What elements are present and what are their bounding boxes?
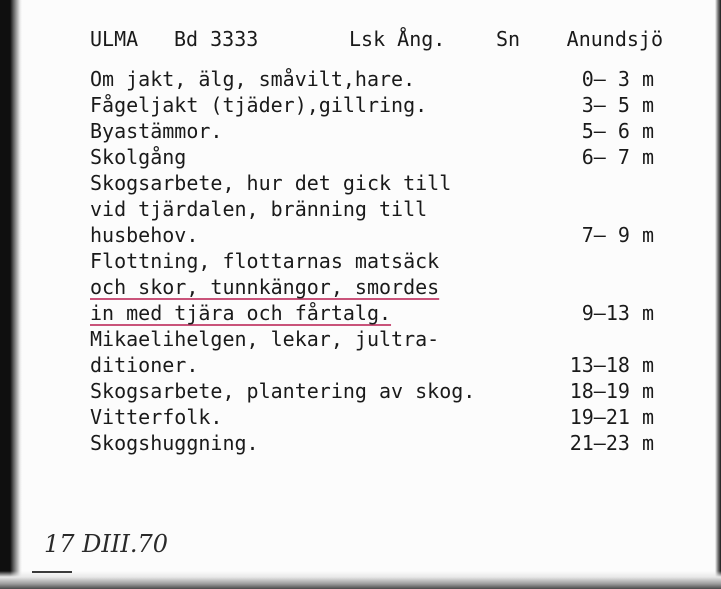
entry-text: Skogshuggning. <box>90 431 259 455</box>
entry-pages: 19–21 m <box>569 405 654 429</box>
record-code: Bd 3333 <box>174 27 259 51</box>
entry-pages: 5– 6 m <box>581 119 654 143</box>
entry-pages: 6– 7 m <box>581 145 654 169</box>
entry-pages: 18–19 m <box>569 379 654 403</box>
index-entry <box>90 248 662 326</box>
entry-pages: 3– 5 m <box>581 93 654 117</box>
archive-name: ULMA <box>90 27 139 51</box>
entry-text: Fågeljakt (tjäder),gillring. <box>90 93 428 117</box>
parish-label: Sn <box>496 27 521 51</box>
entry-text-underlined: in med tjära och fårtalg. <box>90 301 392 325</box>
handwritten-note: 17 DIII.70 <box>44 530 169 558</box>
entry-text: Byastämmor. <box>90 119 223 143</box>
index-entry <box>90 92 662 118</box>
index-entry <box>90 404 662 430</box>
parish-name: Anundsjö <box>566 27 663 51</box>
index-entry <box>90 326 662 378</box>
entry-text: husbehov. <box>90 223 199 247</box>
entry-text-underlined: och skor, tunnkängor, smordes <box>90 275 440 299</box>
entry-pages: 0– 3 m <box>581 67 654 91</box>
entry-text: ditioner. <box>90 353 199 377</box>
entry-pages: 13–18 m <box>569 353 654 377</box>
scan-edge-left <box>0 0 22 589</box>
entry-text: Skogsarbete, hur det gick till <box>90 171 452 195</box>
entry-text: Om jakt, älg, småvilt,hare. <box>90 67 416 91</box>
card-header <box>90 27 663 55</box>
pencil-mark <box>32 571 72 573</box>
scan-edge-bottom <box>0 571 721 589</box>
entry-text: Skolgång <box>90 145 187 169</box>
index-entry <box>90 430 662 456</box>
index-entry <box>90 66 662 92</box>
content-index <box>90 66 662 456</box>
entry-pages: 9–13 m <box>581 301 654 325</box>
index-entry <box>90 144 662 170</box>
index-entry <box>90 170 662 248</box>
index-entry <box>90 118 662 144</box>
entry-text: vid tjärdalen, bränning till <box>90 197 428 221</box>
scan-edge-right <box>715 0 721 589</box>
entry-pages: 21–23 m <box>569 431 654 455</box>
entry-pages: 7– 9 m <box>581 223 654 247</box>
entry-text: Skogsarbete, plantering av skog. <box>90 379 476 403</box>
index-entry <box>90 378 662 404</box>
entry-text: Flottning, flottarnas matsäck <box>90 249 440 273</box>
entry-text: Mikaelihelgen, lekar, jultra- <box>90 327 440 351</box>
province: Lsk Ång. <box>349 27 446 51</box>
entry-text: Vitterfolk. <box>90 405 223 429</box>
